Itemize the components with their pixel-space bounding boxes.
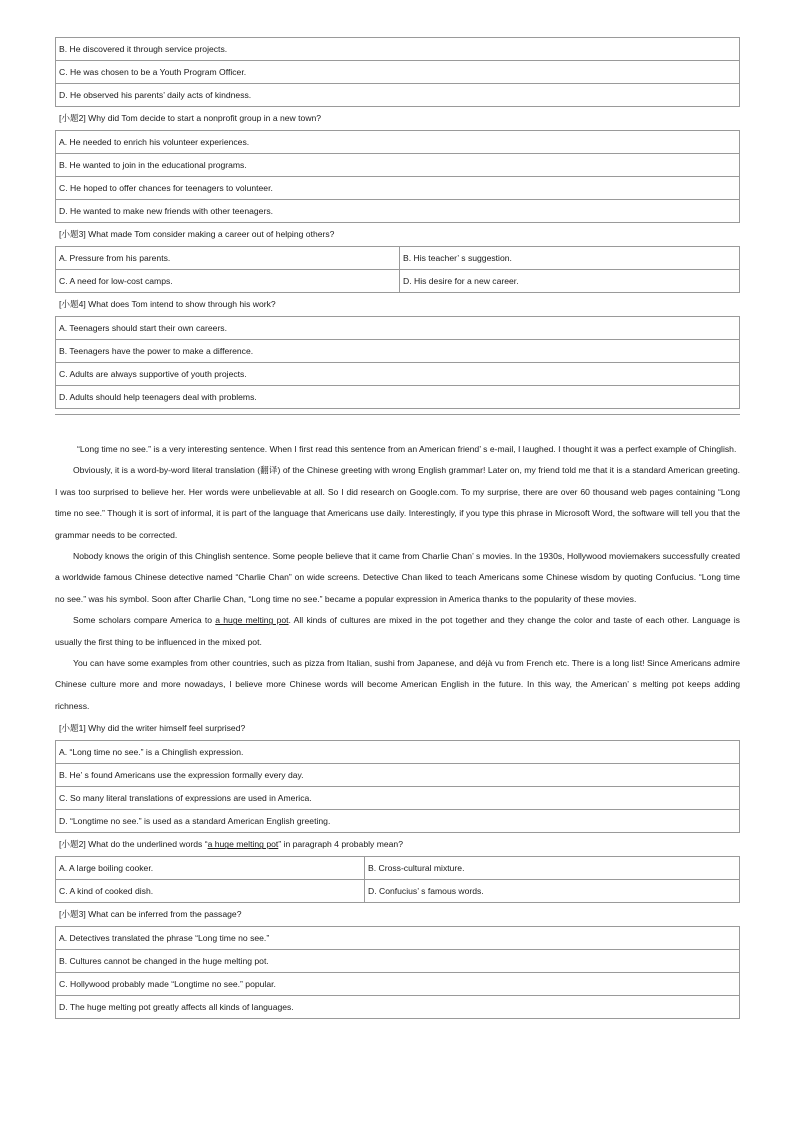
option-a[interactable]: A. He needed to enrich his volunteer experiences. (56, 131, 740, 154)
option-a[interactable]: A. A large boiling cooker. (56, 857, 365, 880)
option-d[interactable]: D. The huge melting pot greatly affects all kinds of languages. (56, 996, 740, 1019)
q2-options-table (55, 130, 740, 223)
question-2-end: ” in paragraph 4 probably mean? (278, 839, 403, 850)
question-3: [小题3] What made Tom consider making a career out of helping others? (59, 229, 335, 239)
q1-options-table (55, 37, 740, 107)
option-b[interactable]: B. He discovered it through service projects. (56, 38, 740, 61)
option-b[interactable]: B. Cross-cultural mixture. (365, 857, 740, 880)
option-a[interactable]: A. Pressure from his parents. (56, 247, 400, 270)
paragraph-2: Obviously, it is a word-by-word literal translation (翻译) of the Chinese greeting with wrong English grammar! Later on, my friend told me that it is a standard American greeting. I was too surprised to believe her. Her words were unbelievable at all. So I did research on Google.com. To my surprise, there are over 60 thousand web pages containing “Long time no see.” Though it is sort of informal, it is part of the language that Americans use daily. Interestingly, if you type this phrase in Microsoft Word, the software will tell you that the grammar needs to be corrected. (55, 465, 740, 540)
section-divider (55, 409, 740, 415)
question-2-start: [小题2] What do the underlined words “ (59, 839, 208, 850)
option-b[interactable]: B. He’ s found Americans use the expression formally every day. (56, 764, 740, 787)
option-b[interactable]: B. He wanted to join in the educational programs. (56, 154, 740, 177)
option-c[interactable]: C. A kind of cooked dish. (56, 880, 365, 903)
q3-options-table (55, 246, 740, 293)
option-c[interactable]: C. Hollywood probably made “Longtime no see.” popular. (56, 973, 740, 996)
option-d[interactable]: D. He wanted to make new friends with other teenagers. (56, 200, 740, 223)
paragraph-4 (55, 610, 740, 653)
paragraph-1: “Long time no see.” is a very interesting sentence. When I first read this sentence from an American friend’ s e-mail, I laughed. I thought it was a perfect example of Chinglish. (77, 444, 737, 454)
underlined-phrase: a huge melting pot (207, 839, 279, 850)
question-1: [小题1] Why did the writer himself feel surprised? (59, 723, 246, 734)
paragraph-4-start: Some scholars compare America to (73, 615, 216, 626)
paragraph-4-end: . All kinds of cultures are mixed in the pot together and they change the color and taste of each other. Language is usually the first thing to be influenced in the mixed pot. (55, 615, 740, 647)
question-3: [小题3] What can be inferred from the passage? (59, 909, 242, 920)
option-c[interactable]: C. A need for low-cost camps. (56, 270, 400, 293)
option-b[interactable]: B. His teacher’ s suggestion. (400, 247, 740, 270)
option-c[interactable]: C. He hoped to offer chances for teenagers to volunteer. (56, 177, 740, 200)
option-a[interactable]: A. “Long time no see.” is a Chinglish expression. (56, 741, 740, 764)
option-a[interactable]: A. Detectives translated the phrase “Long time no see.” (56, 927, 740, 950)
p2-q3-options-table (55, 926, 740, 1019)
option-d[interactable]: D. He observed his parents’ daily acts of kindness. (56, 84, 740, 107)
option-d[interactable]: D. Confucius’ s famous words. (365, 880, 740, 903)
option-d[interactable]: D. His desire for a new career. (400, 270, 740, 293)
option-b[interactable]: B. Teenagers have the power to make a difference. (56, 340, 740, 363)
question-2: [小题2] Why did Tom decide to start a nonprofit group in a new town? (59, 113, 322, 123)
page (55, 37, 740, 1019)
option-d[interactable]: D. “Longtime no see.” is used as a standard American English greeting. (56, 810, 740, 833)
option-c[interactable]: C. Adults are always supportive of youth projects. (56, 363, 740, 386)
question-4: [小题4] What does Tom intend to show through his work? (59, 299, 276, 309)
p2-q2-options-table (55, 856, 740, 903)
paragraph-3: Nobody knows the origin of this Chinglish sentence. Some people believe that it came from Charlie Chan’ s movies. In the 1930s, Hollywood moviemakers successfully created a worldwide famous Chinese detective named “Charlie Chan” on wide screens. Detective Chan liked to teach Americans some Chinese wisdom by quoting Confucius. “Long time no see.” was his symbol. Soon after Charlie Chan, “Long time no see.” became a popular expression in America thanks to the popularity of these movies. (55, 551, 740, 604)
p2-q1-options-table (55, 740, 740, 833)
option-c[interactable]: C. He was chosen to be a Youth Program Officer. (56, 61, 740, 84)
option-b[interactable]: B. Cultures cannot be changed in the huge melting pot. (56, 950, 740, 973)
paragraph-5: You can have some examples from other countries, such as pizza from Italian, sushi from Japanese, and déjà vu from French etc. There is a long list! Since Americans admire Chinese culture more and more nowadays, I believe more Chinese words will become American English in the future. In this way, the American’ s melting pot keeps adding richness. (55, 658, 740, 711)
option-c[interactable]: C. So many literal translations of expressions are used in America. (56, 787, 740, 810)
option-a[interactable]: A. Teenagers should start their own careers. (56, 317, 740, 340)
option-d[interactable]: D. Adults should help teenagers deal with problems. (56, 386, 740, 409)
reading-passage (55, 439, 740, 717)
question-2 (55, 833, 740, 856)
underlined-phrase: a huge melting pot (215, 615, 289, 626)
q4-options-table (55, 316, 740, 409)
